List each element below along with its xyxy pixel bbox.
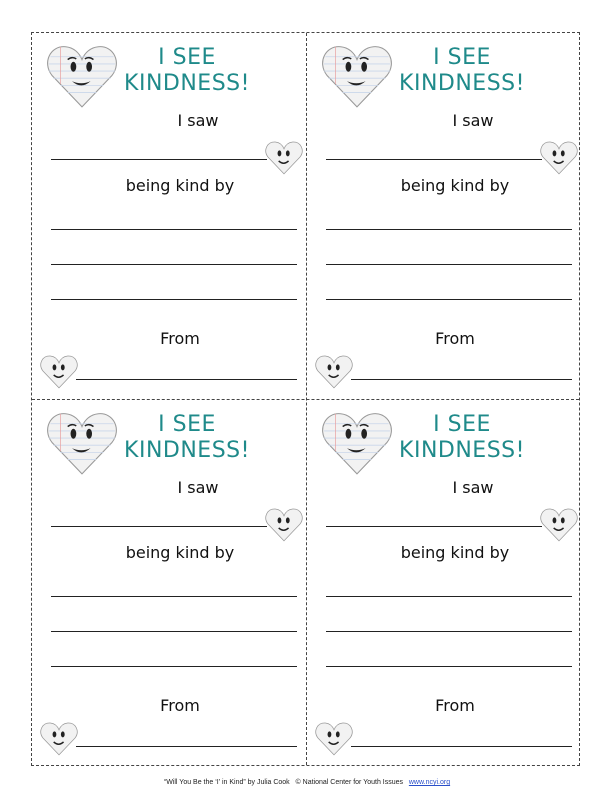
from-write-line[interactable] bbox=[351, 746, 572, 747]
from-label: From bbox=[435, 329, 475, 348]
kindness-card bbox=[307, 400, 581, 766]
from-write-line[interactable] bbox=[76, 379, 297, 380]
from-label: From bbox=[160, 696, 200, 715]
from-label: From bbox=[435, 696, 475, 715]
being-kind-by-label: being kind by bbox=[125, 543, 235, 562]
name-write-line[interactable] bbox=[51, 526, 267, 527]
description-line[interactable] bbox=[51, 264, 297, 265]
description-line[interactable] bbox=[326, 631, 572, 632]
description-line[interactable] bbox=[51, 596, 297, 597]
description-line[interactable] bbox=[51, 631, 297, 632]
small-heart-icon bbox=[315, 720, 353, 756]
kindness-card bbox=[32, 33, 306, 399]
description-line[interactable] bbox=[51, 666, 297, 667]
name-write-line[interactable] bbox=[326, 159, 542, 160]
i-saw-label: I saw bbox=[452, 111, 494, 130]
footer-website-link[interactable]: www.ncyi.org bbox=[408, 779, 451, 786]
footer-credit: “Will You Be the ‘I’ in Kind” by Julia Cook bbox=[163, 779, 290, 786]
kindness-card bbox=[32, 400, 306, 766]
card-title: I SEE KINDNESS! bbox=[399, 45, 525, 96]
small-heart-icon bbox=[540, 506, 578, 542]
name-write-line[interactable] bbox=[51, 159, 267, 160]
footer bbox=[0, 779, 614, 786]
small-heart-icon bbox=[40, 353, 78, 389]
card-title: I SEE KINDNESS! bbox=[124, 412, 250, 463]
description-line[interactable] bbox=[326, 299, 572, 300]
description-line[interactable] bbox=[51, 299, 297, 300]
description-line[interactable] bbox=[326, 596, 572, 597]
i-saw-label: I saw bbox=[177, 478, 219, 497]
small-heart-icon bbox=[40, 720, 78, 756]
from-write-line[interactable] bbox=[76, 746, 297, 747]
description-line[interactable] bbox=[326, 264, 572, 265]
smiling-heart-icon bbox=[321, 41, 393, 109]
name-write-line[interactable] bbox=[326, 526, 542, 527]
card-title: I SEE KINDNESS! bbox=[124, 45, 250, 96]
i-saw-label: I saw bbox=[452, 478, 494, 497]
smiling-heart-icon bbox=[321, 408, 393, 476]
small-heart-icon bbox=[315, 353, 353, 389]
being-kind-by-label: being kind by bbox=[125, 176, 235, 195]
description-line[interactable] bbox=[326, 666, 572, 667]
footer-copyright: © National Center for Youth Issues bbox=[295, 779, 404, 786]
small-heart-icon bbox=[540, 139, 578, 175]
description-line[interactable] bbox=[51, 229, 297, 230]
being-kind-by-label: being kind by bbox=[400, 543, 510, 562]
kindness-card bbox=[307, 33, 581, 399]
card-title: I SEE KINDNESS! bbox=[399, 412, 525, 463]
card-sheet bbox=[31, 32, 580, 766]
being-kind-by-label: being kind by bbox=[400, 176, 510, 195]
from-write-line[interactable] bbox=[351, 379, 572, 380]
smiling-heart-icon bbox=[46, 408, 118, 476]
i-saw-label: I saw bbox=[177, 111, 219, 130]
smiling-heart-icon bbox=[46, 41, 118, 109]
small-heart-icon bbox=[265, 139, 303, 175]
from-label: From bbox=[160, 329, 200, 348]
small-heart-icon bbox=[265, 506, 303, 542]
description-line[interactable] bbox=[326, 229, 572, 230]
